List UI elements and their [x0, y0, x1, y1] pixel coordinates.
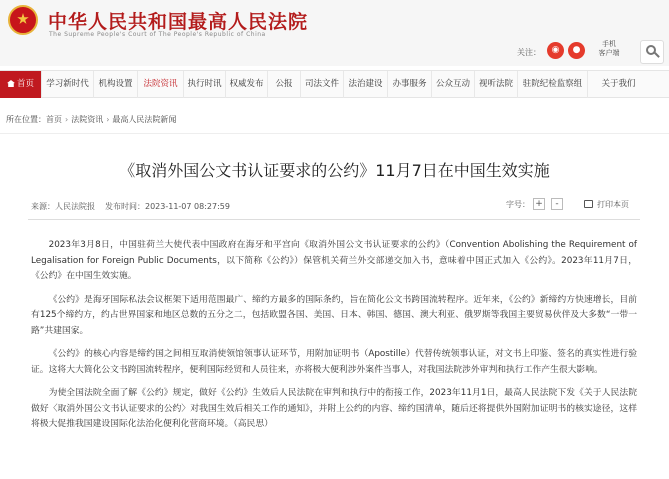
print-button[interactable] — [584, 199, 629, 210]
wechat-icon[interactable] — [568, 42, 585, 59]
article-title: 《取消外国公文书认证要求的公约》11月7日在中国生效实施 — [119, 161, 550, 180]
nav-item-study[interactable]: 学习新时代 — [42, 71, 94, 98]
main-nav — [0, 70, 669, 98]
font-decrease-button[interactable]: - — [551, 198, 563, 210]
nav-item-home[interactable] — [0, 71, 42, 98]
weibo-icon[interactable] — [547, 42, 564, 59]
nav-item-about[interactable]: 关于我们 — [601, 79, 636, 89]
breadcrumb-prefix: 所在位置： — [6, 115, 46, 124]
breadcrumb-separator: › — [106, 115, 110, 124]
search-button[interactable] — [640, 40, 664, 64]
article-meta — [31, 201, 230, 212]
follow-label: 关注： — [517, 48, 541, 57]
national-emblem-icon[interactable] — [8, 5, 38, 35]
article-body — [31, 238, 637, 441]
mobile-label-line2: 客户端 — [598, 49, 620, 57]
meta-divider — [28, 219, 640, 220]
site-header — [0, 0, 669, 66]
article-paragraph: 《公约》的核心内容是缔约国之间相互取消使领馆领事认证环节，用附加证明书（Apostille）代替传统领事认证，对文书上印鉴、签名的真实性进行验证。这将大大简化公文书跨国流转程序，便利国际经贸和人员往来，亦将极大便利涉外案件当事人，对我国法院涉外审判和执行工作产生很大影响。 — [31, 349, 637, 375]
font-size-label: 字号： — [506, 200, 530, 209]
article-publish-time: 发布时间：2023-11-07 08:27:59 — [105, 202, 230, 211]
breadcrumb-item-spc-news[interactable]: 最高人民法院新闻 — [112, 115, 177, 124]
nav-label: 首页 — [16, 79, 34, 89]
wechat-glyph: ● — [572, 45, 581, 55]
article-paragraph: 《公约》是海牙国际私法会议框架下适用范围最广、缔约方最多的国际条约，旨在简化公文书跨国流转程序。近年来，《公约》新缔约方快速增长，目前有125个缔约方，约占世界国家和地区总数的五分之二，包括欧盟各国、美国、日本、韩国、德国、澳大利亚、俄罗斯等我国主要贸易伙伴及大多数“一带一路”共建国家。 — [31, 294, 637, 336]
nav-item-gazette[interactable]: 公报 — [268, 71, 301, 98]
nav-item-rule-of-law[interactable]: 法治建设 — [344, 71, 388, 98]
nav-item-discipline[interactable]: 驻院纪检监察组 — [518, 71, 588, 98]
article-paragraph: 为使全国法院全面了解《公约》规定，做好《公约》生效后人民法院在审判和执行中的衔接工作，2023年11月1日，最高人民法院下发《关于人民法院做好〈取消外国公文书认证要求的公约〉对我国生效后相关工作的通知》，并附上公约的内容、缔约国清单，随后还将提供外国附加证明书的核实途径，这样将极大促推我国建设国际化法治化便利化营商环境。（高民思） — [31, 388, 637, 429]
breadcrumb-item-court-news[interactable]: 法院资讯 — [71, 115, 104, 124]
nav-item-media[interactable]: 视听法院 — [475, 71, 518, 98]
breadcrumb-separator: › — [65, 115, 69, 124]
weibo-glyph: ◉ — [551, 45, 560, 55]
site-title[interactable]: 中华人民共和国最高人民法院 — [48, 11, 309, 33]
site-subtitle: The Supreme People's Court of The People's Republic of China — [49, 31, 266, 38]
home-icon — [7, 80, 15, 87]
article-paragraph: 2023年3月8日，中国驻荷兰大使代表中国政府在海牙和平宫向《取消外国公文书认证要求的公约》（Convention Abolishing the Requirement of Legalisation for Foreign Public Documents，以下简称《公约》）保管机关荷兰外交部递交加入书，意味着中国正式加入《公约》。2023年11月7日，《公约》在中国生效实施。 — [31, 240, 637, 281]
breadcrumb — [6, 114, 176, 125]
mobile-label-line1: 手机 — [602, 40, 616, 48]
breadcrumb-item-home[interactable]: 首页 — [46, 115, 62, 124]
article-source: 来源：人民法院报 — [31, 202, 95, 211]
nav-item-releases[interactable]: 权威发布 — [226, 71, 268, 98]
font-increase-button[interactable]: + — [533, 198, 545, 210]
print-label: 打印本页 — [597, 200, 629, 209]
nav-item-interaction[interactable]: 公众互动 — [432, 71, 475, 98]
search-icon-handle — [654, 52, 660, 58]
breadcrumb-divider — [0, 133, 669, 134]
nav-item-execution-news[interactable]: 执行时讯 — [184, 71, 226, 98]
nav-item-services[interactable]: 办事服务 — [388, 71, 432, 98]
mobile-client-button[interactable] — [596, 40, 622, 62]
nav-item-institutions[interactable]: 机构设置 — [94, 71, 138, 98]
printer-icon — [584, 200, 593, 208]
nav-item-court-news[interactable]: 法院资讯 — [138, 71, 184, 98]
nav-item-judicial-docs[interactable]: 司法文件 — [301, 71, 344, 98]
